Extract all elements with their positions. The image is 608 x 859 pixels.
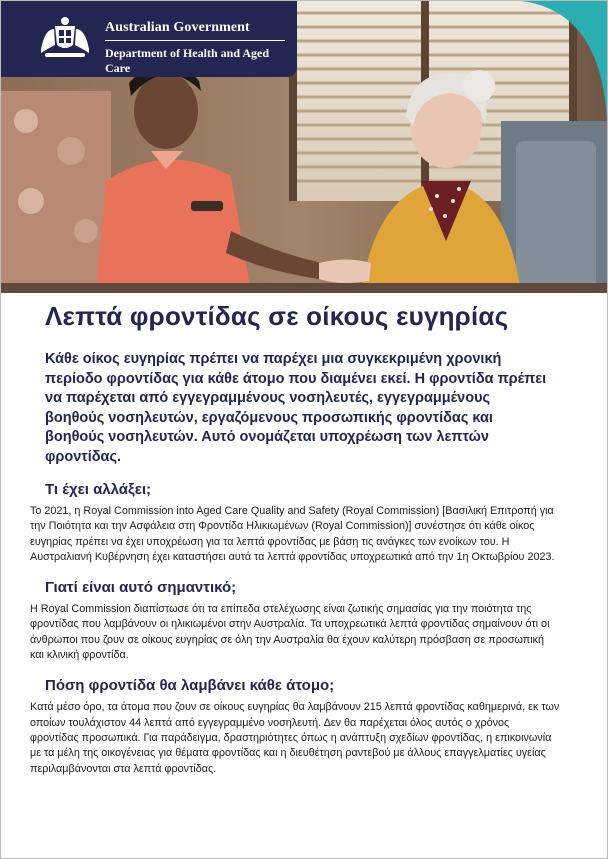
government-name: Australian Government <box>105 20 250 35</box>
section-body-what-changed: Το 2021, η Royal Commission into Aged Care Quality and Safety (Royal Commission) [Βασιλική Επιτροπή για την Ποιότητα και την Ασφάλεια στη Φροντίδα Ηλικιωμένων (Royal Commission)] συνέστησε ότι κάθε οίκος ευγηρίας πρέπει να έχει υποχρέωση για τα λεπτά φροντίδας με βάση τις ανάγκες των ενοίκων του. Η Αυστραλιανή Κυβέρνηση έχει καταστήσει αυτά τα λεπτά φροντίδας υποχρεωτικά από την 1η Οκτωβρίου 2023. <box>30 505 555 563</box>
section-heading-why-important: Γιατί είναι αυτό σημαντικό; <box>45 579 237 597</box>
section-heading-what-changed: Τι έχει αλλάξει; <box>45 481 151 498</box>
department-name: Department of Health and Aged Care <box>105 46 269 75</box>
intro-paragraph: Κάθε οίκος ευγηρίας πρέπει να παρέχει μια συγκεκριμένη χρονική περίοδο φροντίδας για κάθε άτομο που διαμένει εκεί. Η φροντίδα πρέπει να παρέχεται από εγγεγραμμένους νοσηλευτές, εγγεγραμμένους βοηθούς νοσηλευτών, εργαζόμενους προσωπικής φροντίδας και βοηθούς νοσηλευτών. Αυτό ονομάζεται υποχρέωση των λεπτών φροντίδας. <box>45 351 547 465</box>
page-title: Λεπτά φροντίδας σε οίκους ευγηρίας <box>45 301 509 331</box>
coat-of-arms-icon <box>37 15 93 61</box>
government-banner <box>1 1 297 77</box>
hero-photo <box>1 1 607 293</box>
section-heading-how-much-care: Πόση φροντίδα θα λαμβάνει κάθε άτομο; <box>45 677 335 695</box>
banner-divider <box>105 40 285 41</box>
main-content <box>30 301 565 777</box>
section-body-why-important: Η Royal Commission διαπίστωσε ότι τα επίπεδα στελέχωσης είναι ζωτικής σημασίας για την ποιότητα της φροντίδας που λαμβάνουν οι ηλικιωμένοι στην Αυστραλία. Τα υποχρεωτικά λεπτά φροντίδας σημαίνουν ότι οι άνθρωποι που ζουν σε οίκους ευγηρίας σε όλη την Αυστραλία θα έχουν καλύτερη πρόσβαση σε προσωπική και κλινική φροντίδα. <box>30 603 550 662</box>
section-body-how-much-care: Κατά μέσο όρο, τα άτομα που ζουν σε οίκους ευγηρίας θα λαμβάνουν 215 λεπτά φροντίδας καθημερινά, εκ των οποίων τουλάχιστον 44 λεπτά από εγγεγραμμένο νοσηλευτή. Δεν θα παρέχεται όλος αυτός ο χρόνος φροντίδας προσωπικά. Για παράδειγμα, δραστηριότητες όπως η ανάπτυξη σχεδίων φροντίδας, η επικοινωνία με τα μέλη της οικογένειας για θέματα φροντίδας και η διευθέτηση ραντεβού με άλλους επαγγελματίες υγείας περιλαμβάνονται στα λεπτά φροντίδας. <box>30 701 560 775</box>
